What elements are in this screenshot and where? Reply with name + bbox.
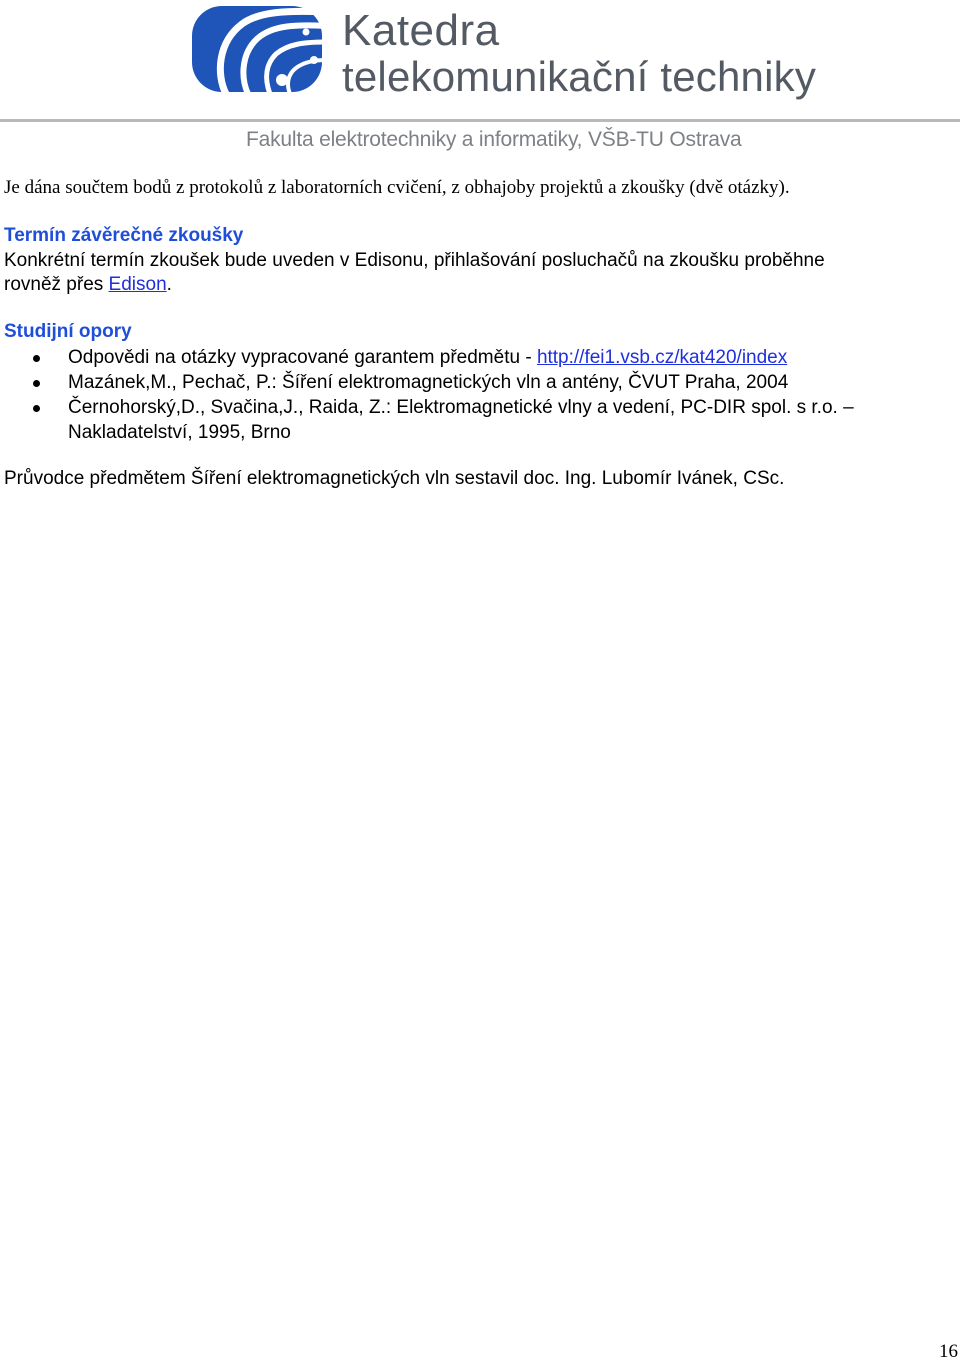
materials-heading: Studijní opory xyxy=(4,321,132,342)
exam-heading: Termín závěrečné zkoušky xyxy=(4,225,244,246)
page-number: 16 xyxy=(939,1341,958,1362)
bullet-icon xyxy=(33,355,40,362)
bullet-icon xyxy=(33,380,40,387)
list-item-text: Černohorský,D., Svačina,J., Raida, Z.: Elektromagnetické vlny a vedení, PC-DIR spol. s r.o. – xyxy=(68,397,854,418)
list-item-text: Odpovědi na otázky vypracované garantem předmětu - xyxy=(68,347,537,368)
guide-author-note: Průvodce předmětem Šíření elektromagnetických vln sestavil doc. Ing. Lubomír Ivánek, CSc. xyxy=(4,468,785,489)
list-item xyxy=(0,370,960,395)
materials-list xyxy=(0,345,960,445)
logo-title-line1: Katedra xyxy=(342,6,500,55)
exam-text-line1: Konkrétní termín zkoušek bude uveden v Edisonu, přihlašování posluchačů na zkoušku proběhne xyxy=(4,250,825,271)
page-header xyxy=(0,0,960,160)
bullet-icon xyxy=(33,405,40,412)
exam-text-line2 xyxy=(4,273,944,297)
logo-title-line2: telekomunikační techniky xyxy=(342,53,817,100)
list-item xyxy=(0,395,960,445)
department-logo-icon xyxy=(186,2,336,100)
exam-text-prefix: rovněž přes xyxy=(4,274,109,295)
list-item-text-continued: Nakladatelství, 1995, Brno xyxy=(68,422,291,443)
header-divider xyxy=(0,119,960,122)
faculty-name: Fakulta elektrotechniky a informatiky, VŠB-TU Ostrava xyxy=(246,128,742,151)
list-item xyxy=(0,345,960,370)
intro-paragraph: Je dána součtem bodů z protokolů z laboratorních cvičení, z obhajoby projektů a zkoušky (dvě otázky). xyxy=(4,177,790,198)
course-page-link[interactable]: http://fei1.vsb.cz/kat420/index xyxy=(536,347,788,368)
exam-text-suffix: . xyxy=(166,274,172,295)
edison-link[interactable]: Edison xyxy=(108,274,167,295)
list-item-text: Mazánek,M., Pechač, P.: Šíření elektromagnetických vln a antény, ČVUT Praha, 2004 xyxy=(68,372,789,393)
